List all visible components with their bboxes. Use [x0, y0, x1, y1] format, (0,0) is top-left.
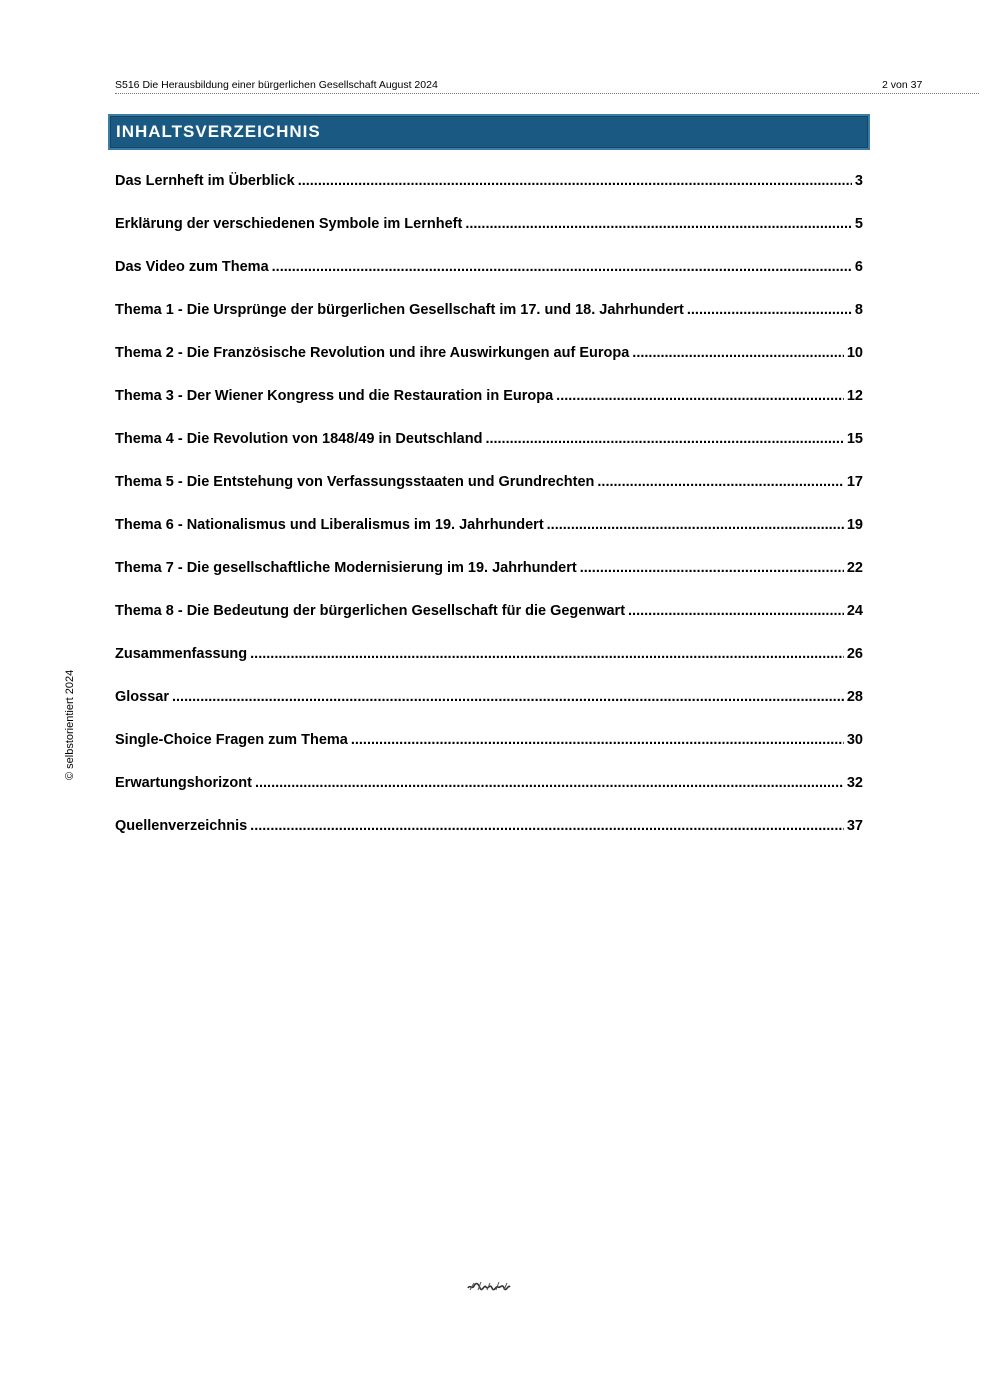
toc-entry[interactable]	[115, 684, 863, 727]
toc-entry-title[interactable]: Thema 2 - Die Französische Revolution und ihre Auswirkungen auf Europa	[115, 345, 630, 361]
toc-entry[interactable]	[115, 512, 863, 555]
toc-dot-leader	[250, 813, 844, 839]
toc-dot-leader	[351, 727, 844, 753]
page-indicator: 2 von 37	[882, 79, 923, 91]
toc-dot-leader	[272, 254, 852, 280]
toc-entry-page[interactable]: 37	[846, 818, 863, 834]
toc-dot-leader	[255, 770, 844, 796]
selbstorientiert-logo-icon	[466, 1278, 512, 1294]
toc-dot-leader	[298, 168, 852, 194]
toc-entry-page[interactable]: 22	[846, 560, 863, 576]
toc-entry-page[interactable]: 8	[854, 302, 863, 318]
toc-entry-page[interactable]: 17	[846, 474, 863, 490]
toc-entry-page[interactable]: 5	[854, 216, 863, 232]
toc-entry-page[interactable]: 3	[854, 173, 863, 189]
toc-dot-leader	[485, 426, 843, 452]
table-of-contents	[115, 168, 863, 856]
copyright-notice: © selbstorientiert 2024	[64, 669, 76, 780]
toc-entry-page[interactable]: 32	[846, 775, 863, 791]
toc-entry-page[interactable]: 15	[846, 431, 863, 447]
toc-entry-title[interactable]: Glossar	[115, 689, 169, 705]
document-title: S516 Die Herausbildung einer bürgerlichen Gesellschaft August 2024	[115, 79, 438, 91]
toc-dot-leader	[465, 211, 852, 237]
toc-entry-page[interactable]: 12	[846, 388, 863, 404]
toc-dot-leader	[547, 512, 844, 538]
toc-dot-leader	[172, 684, 844, 710]
toc-entry[interactable]	[115, 297, 863, 340]
toc-heading-bar	[108, 114, 870, 150]
toc-entry-page[interactable]: 28	[846, 689, 863, 705]
toc-entry[interactable]	[115, 555, 863, 598]
page-header	[115, 77, 979, 94]
toc-entry-page[interactable]: 6	[854, 259, 863, 275]
toc-entry[interactable]	[115, 598, 863, 641]
toc-entry-title[interactable]: Erklärung der verschiedenen Symbole im Lernheft	[115, 216, 463, 232]
toc-entry-title[interactable]: Das Lernheft im Überblick	[115, 173, 295, 189]
toc-dot-leader	[580, 555, 844, 581]
toc-entry[interactable]	[115, 641, 863, 684]
toc-entry-title[interactable]: Erwartungshorizont	[115, 775, 252, 791]
toc-entry-title[interactable]: Thema 3 - Der Wiener Kongress und die Restauration in Europa	[115, 388, 554, 404]
toc-entry-title[interactable]: Thema 1 - Die Ursprünge der bürgerlichen Gesellschaft im 17. und 18. Jahrhundert	[115, 302, 684, 318]
toc-entry[interactable]	[115, 254, 863, 297]
toc-entry-title[interactable]: Thema 8 - Die Bedeutung der bürgerlichen Gesellschaft für die Gegenwart	[115, 603, 626, 619]
toc-entry[interactable]	[115, 168, 863, 211]
toc-entry-title[interactable]: Thema 7 - Die gesellschaftliche Modernisierung im 19. Jahrhundert	[115, 560, 577, 576]
toc-dot-leader	[632, 340, 844, 366]
toc-entry-page[interactable]: 10	[846, 345, 863, 361]
toc-dot-leader	[628, 598, 844, 624]
toc-entry[interactable]	[115, 211, 863, 254]
toc-entry[interactable]	[115, 383, 863, 426]
toc-entry[interactable]	[115, 727, 863, 770]
toc-entry-title[interactable]: Thema 6 - Nationalismus und Liberalismus im 19. Jahrhundert	[115, 517, 544, 533]
toc-entry[interactable]	[115, 813, 863, 856]
toc-entry-page[interactable]: 26	[846, 646, 863, 662]
toc-entry-page[interactable]: 19	[846, 517, 863, 533]
toc-entry-page[interactable]: 24	[846, 603, 863, 619]
toc-entry-title[interactable]: Quellenverzeichnis	[115, 818, 248, 834]
toc-dot-leader	[687, 297, 852, 323]
toc-entry-title[interactable]: Zusammenfassung	[115, 646, 248, 662]
toc-entry-title[interactable]: Thema 4 - Die Revolution von 1848/49 in Deutschland	[115, 431, 483, 447]
toc-entry[interactable]	[115, 770, 863, 813]
toc-dot-leader	[556, 383, 844, 409]
toc-entry[interactable]	[115, 469, 863, 512]
toc-entry[interactable]	[115, 426, 863, 469]
toc-entry-page[interactable]: 30	[846, 732, 863, 748]
toc-dot-leader	[250, 641, 844, 667]
toc-entry-title[interactable]: Single-Choice Fragen zum Thema	[115, 732, 348, 748]
toc-entry-title[interactable]: Das Video zum Thema	[115, 259, 269, 275]
toc-heading: INHALTSVERZEICHNIS	[116, 122, 321, 141]
toc-dot-leader	[597, 469, 843, 495]
toc-entry[interactable]	[115, 340, 863, 383]
toc-entry-title[interactable]: Thema 5 - Die Entstehung von Verfassungsstaaten und Grundrechten	[115, 474, 595, 490]
